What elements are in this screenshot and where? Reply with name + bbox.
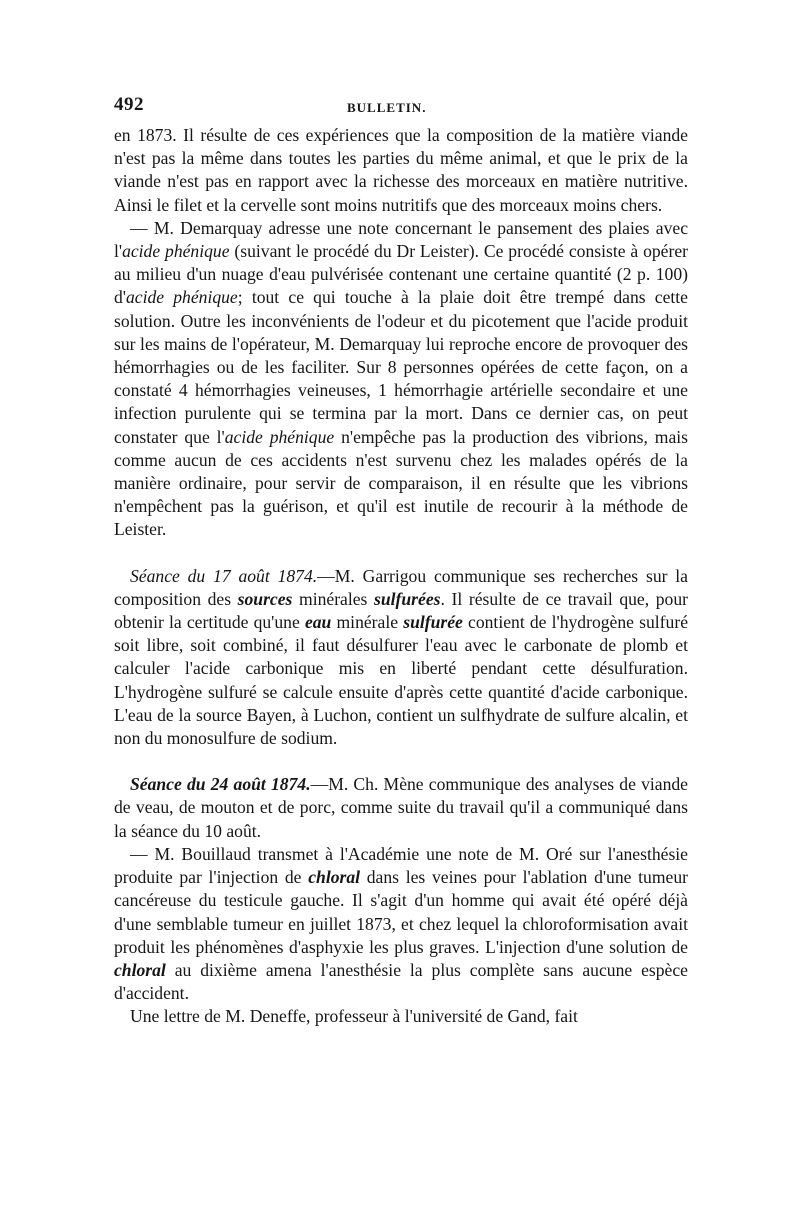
paragraph-text: (suivant le procédé du Dr Leister). Ce procédé consiste à opérer au milieu d'un nuage d'eau pulvérisée contenant une certaine quantité (2 p. 100) d'	[114, 241, 688, 308]
page-number: 492	[114, 94, 144, 115]
paragraph-seance-24-aout	[114, 773, 688, 843]
emphasis-text: acide phénique	[125, 287, 238, 308]
emphasis-text: sulfurée	[403, 612, 463, 633]
emphasis-text: acide phénique	[122, 241, 230, 262]
running-title: BULLETIN.	[347, 100, 427, 115]
paragraph-text: dans les veines pour l'ablation d'une tumeur cancéreuse du testicule gauche. Il s'agit d'un homme qui avait été opéré déjà d'une semblable tumeur en juillet 1873, et chez lequel la chloroformisation avait produit les phénomènes d'asphyxie les plus graves. L'injection d'une solution de	[114, 867, 689, 957]
paragraph-deneffe-letter	[114, 1005, 688, 1028]
paragraph-text: Une lettre de M. Deneffe, professeur à l'université de Gand, fait	[130, 1006, 578, 1027]
page-header	[114, 94, 688, 120]
paragraph-text: —M. Garrigou communique ses recherches sur la composition des	[114, 565, 688, 609]
paragraph-text: ; tout ce qui touche à la plaie doit être trempé dans cette solution. Outre les inconvénients de l'odeur et du picotement que l'acide produit sur les mains de l'opérateur, M. Demarquay lui reproche encore de provoquer des hémorrhagies ou de les faciliter. Sur 8 personnes opérées de cette façon, on a constaté 4 hémorrhagies veineuses, 1 hémorrhagie artérielle secondaire et une infection purulente qui se termina par la mort. Dans ce dernier cas, on peut constater que l'	[114, 287, 688, 447]
paragraph-text: au dixième amena l'anesthésie la plus complète sans aucune espèce d'accident.	[114, 959, 688, 1004]
emphasis-text: sources	[237, 588, 293, 609]
paragraph-text: . Il résulte de ce travail que, pour obtenir la certitude qu'une	[114, 588, 688, 633]
emphasis-text: Séance du 17 août 1874.	[130, 565, 318, 586]
paragraph-text: minérale	[331, 612, 404, 633]
paragraph-text: minérales	[292, 588, 375, 609]
emphasis-text: chloral	[308, 867, 361, 888]
paragraph-seance-17-aout	[114, 565, 688, 751]
emphasis-text: acide phénique	[224, 426, 335, 447]
paragraph-text: en 1873. Il résulte de ces expériences que la composition de la matière viande n'est pas la même dans toutes les parties du même animal, et que le prix de la viande n'est pas en rapport avec la richesse des morceaux en matière nutritive. Ainsi le filet et la cervelle sont moins nutritifs que des morceaux moins chers.	[114, 125, 688, 215]
paragraph-text: — M. Bouillaud transmet à l'Académie une note de M. Oré sur l'anesthésie produite par l'injection de	[114, 843, 688, 888]
document-page	[114, 94, 688, 1029]
emphasis-text: Séance du 24 août 1874.	[130, 774, 311, 795]
emphasis-text: chloral	[114, 959, 166, 980]
emphasis-text: eau	[304, 612, 332, 633]
emphasis-text: sulfurées	[374, 588, 441, 609]
paragraph-text: — M. Demarquay adresse une note concernant le pansement des plaies avec l'	[114, 217, 688, 262]
paragraph-text: —M. Ch. Mène communique des analyses de viande de veau, de mouton et de porc, comme suite du travail qu'il a communiqué dans la séance du 10 août.	[114, 774, 688, 841]
paragraph-demarquay-phenic-acid	[114, 217, 688, 542]
paragraph-text: contient de l'hydrogène sulfuré soit libre, soit combiné, il faut désulfurer l'eau avec le carbonate de plomb et calculer l'acide carbonique mis en liberté pendant cette désulfuration. L'hydrogène sulfuré se calcule ensuite d'après cette quantité d'acide carbonique. L'eau de la source Bayen, à Luchon, contient un sulfhydrate de sulfure alcalin, et non du monosulfure de sodium.	[114, 612, 688, 749]
paragraph-text: n'empêche pas la production des vibrions, mais comme aucun de ces accidents n'est survenu chez les malades opérés de la manière ordinaire, pour servir de comparaison, il en résulte que les vibrions n'empêchent pas la guérison, et qu'il est inutile de recourir à la méthode de Leister.	[114, 426, 688, 540]
paragraph-meat-composition	[114, 124, 688, 217]
paragraph-bouillaud-chloral	[114, 843, 688, 1005]
